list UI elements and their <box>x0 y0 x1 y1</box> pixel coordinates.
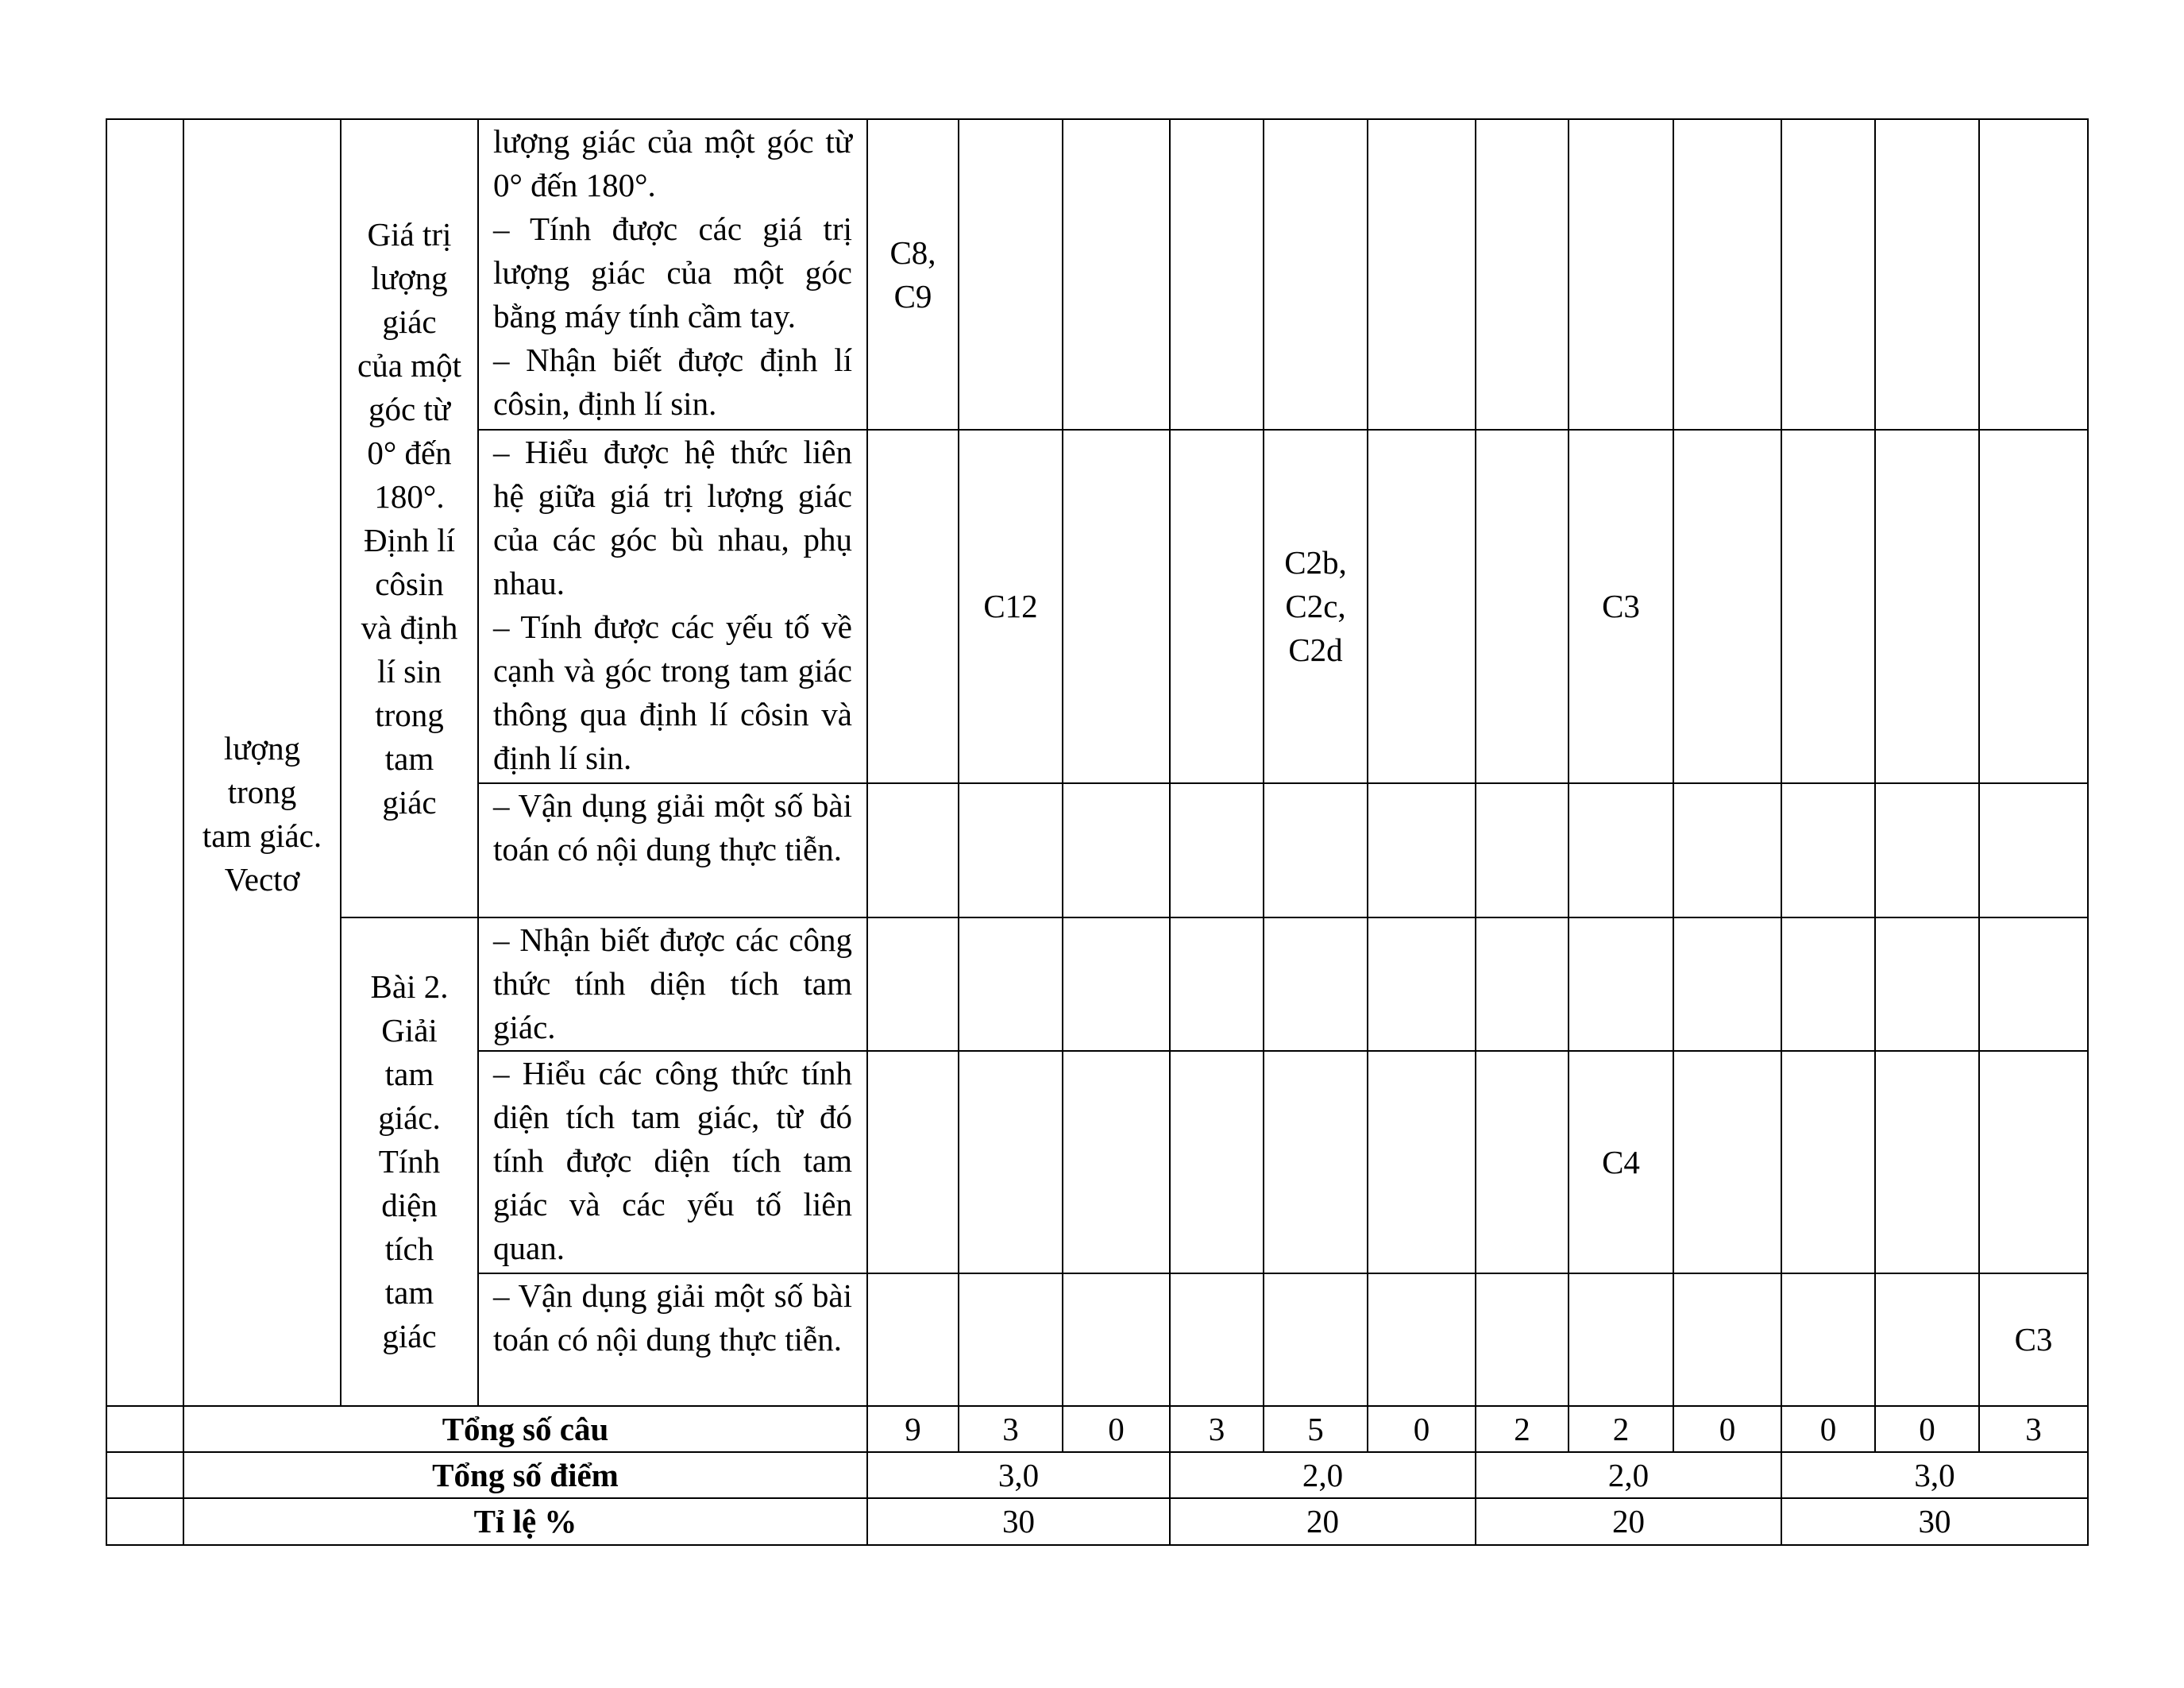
matrix-table <box>106 118 2089 1546</box>
question-cell <box>1476 430 1569 783</box>
question-cell <box>867 1273 959 1406</box>
topic-cell <box>183 119 341 1406</box>
percent-value: 30 <box>1781 1498 2088 1545</box>
question-cell <box>959 430 1063 783</box>
question-cell <box>1063 119 1170 430</box>
question-cell <box>1673 783 1781 917</box>
lesson-line: Giá trị <box>367 215 452 253</box>
lesson-line: tích <box>384 1230 434 1267</box>
question-cell <box>1569 917 1673 1051</box>
question-cell <box>1063 783 1170 917</box>
question-cell <box>1476 1051 1569 1273</box>
percent-value: 30 <box>867 1498 1170 1545</box>
question-cell <box>1476 917 1569 1051</box>
total-question-value: 0 <box>1875 1406 1979 1452</box>
question-cell <box>1170 1273 1264 1406</box>
lesson-line: tam <box>384 1056 434 1092</box>
requirement-text: – Hiểu các công thức tính diện tích tam giác, từ đó tính được diện tích tam giác và các yếu tố liên quan. <box>493 1055 852 1266</box>
question-cell <box>959 1273 1063 1406</box>
requirement-text: lượng giác của một góc từ 0° đến 180°. <box>493 123 852 203</box>
topic-line: Vectơ <box>224 861 300 898</box>
question-cell <box>1476 119 1569 430</box>
total-questions-label: Tổng số câu <box>183 1406 867 1452</box>
lesson-line: lượng <box>371 259 448 296</box>
question-cell <box>1368 783 1476 917</box>
lesson-line: 0° đến <box>367 434 452 471</box>
topic-line: tam giác. <box>202 817 322 854</box>
question-cell <box>1264 430 1368 783</box>
total-points-label: Tổng số điểm <box>183 1452 867 1498</box>
requirement-text: – Nhận biết được định lí côsin, định lí sin. <box>493 342 852 422</box>
question-cell <box>1979 917 2088 1051</box>
question-cell <box>1979 119 2088 430</box>
question-cell <box>1170 783 1264 917</box>
question-cell <box>1673 917 1781 1051</box>
requirement-text: – Tính được các giá trị lượng giác của một góc bằng máy tính cầm tay. <box>493 211 852 334</box>
question-cell <box>1063 1273 1170 1406</box>
requirement-cell <box>478 783 867 917</box>
question-cell <box>1979 430 2088 783</box>
index-cell <box>106 1452 183 1498</box>
total-points-value: 3,0 <box>867 1452 1170 1498</box>
topic-line: lượng <box>223 730 301 767</box>
index-cell <box>106 119 183 1406</box>
table-row <box>106 119 2088 430</box>
question-cell <box>1875 1273 1979 1406</box>
question-cell <box>1673 430 1781 783</box>
index-cell <box>106 1406 183 1452</box>
lesson-line: tam <box>384 1274 434 1311</box>
percent-row <box>106 1498 2088 1545</box>
question-cell <box>1781 917 1875 1051</box>
lesson-line: Định lí <box>363 521 456 558</box>
question-cell <box>1875 917 1979 1051</box>
question-cell <box>1170 1051 1264 1273</box>
question-code: C9 <box>893 277 932 315</box>
question-cell <box>1569 119 1673 430</box>
question-cell <box>1781 430 1875 783</box>
question-cell <box>1170 917 1264 1051</box>
question-cell <box>867 783 959 917</box>
question-cell <box>867 1051 959 1273</box>
total-points-row <box>106 1452 2088 1498</box>
lesson-line: giác <box>382 1318 437 1354</box>
total-question-value: 0 <box>1063 1406 1170 1452</box>
question-cell <box>1781 1273 1875 1406</box>
question-cell <box>1569 430 1673 783</box>
total-question-value: 0 <box>1781 1406 1875 1452</box>
requirement-cell <box>478 917 867 1051</box>
question-code: C3 <box>1602 588 1640 624</box>
requirement-cell <box>478 119 867 430</box>
lesson-line: giác. <box>378 1099 441 1136</box>
question-cell <box>1781 119 1875 430</box>
question-cell <box>959 783 1063 917</box>
question-cell <box>959 1051 1063 1273</box>
question-code: C2b, <box>1284 544 1347 581</box>
question-cell <box>1368 119 1476 430</box>
total-question-value: 0 <box>1368 1406 1476 1452</box>
total-question-value: 0 <box>1673 1406 1781 1452</box>
requirement-cell <box>478 1273 867 1406</box>
question-cell <box>1781 1051 1875 1273</box>
requirement-cell <box>478 1051 867 1273</box>
question-cell <box>1569 1273 1673 1406</box>
topic-line: trong <box>227 774 297 810</box>
lesson-line: Bài 2. <box>370 968 449 1005</box>
question-code: C3 <box>2014 1321 2053 1358</box>
question-cell <box>1569 783 1673 917</box>
question-cell <box>1368 917 1476 1051</box>
question-cell <box>959 119 1063 430</box>
percent-value: 20 <box>1170 1498 1476 1545</box>
question-cell <box>1875 119 1979 430</box>
total-question-value: 5 <box>1264 1406 1368 1452</box>
question-cell <box>867 430 959 783</box>
lesson-line: 180°. <box>374 477 445 515</box>
lesson-line: tam <box>384 740 434 777</box>
total-points-value: 2,0 <box>1170 1452 1476 1498</box>
question-cell <box>1063 917 1170 1051</box>
lesson-line: giác <box>382 783 437 821</box>
lesson-line: góc từ <box>368 390 451 427</box>
question-code: C4 <box>1602 1143 1640 1180</box>
question-cell <box>1875 783 1979 917</box>
percent-label: Tỉ lệ % <box>183 1498 867 1545</box>
question-code: C8, <box>889 234 936 271</box>
lesson-line: Giải <box>381 1012 438 1049</box>
lesson-line: lí sin <box>377 652 442 689</box>
question-code: C12 <box>983 588 1038 624</box>
total-question-value: 2 <box>1476 1406 1569 1452</box>
question-cell <box>1063 430 1170 783</box>
question-code: C2c, <box>1285 588 1346 624</box>
total-points-value: 3,0 <box>1781 1452 2088 1498</box>
lesson-line: giác <box>382 303 437 340</box>
question-cell <box>1875 1051 1979 1273</box>
requirement-text: – Vận dụng giải một số bài toán có nội dung thực tiễn. <box>493 787 852 867</box>
total-points-value: 2,0 <box>1476 1452 1781 1498</box>
total-question-value: 2 <box>1569 1406 1673 1452</box>
total-question-value: 3 <box>1170 1406 1264 1452</box>
requirement-text: – Tính được các yếu tố về cạnh và góc trong tam giác thông qua định lí côsin và định lí sin. <box>493 608 852 776</box>
requirement-text: – Nhận biết được các công thức tính diện tích tam giác. <box>493 921 852 1045</box>
requirement-text: – Vận dụng giải một số bài toán có nội dung thực tiễn. <box>493 1277 852 1358</box>
percent-value: 20 <box>1476 1498 1781 1545</box>
lesson-line: của một <box>357 346 461 384</box>
lesson-line: trong <box>375 696 444 733</box>
lesson-line: diện <box>381 1187 438 1223</box>
question-cell <box>1368 430 1476 783</box>
question-cell <box>1264 783 1368 917</box>
question-cell <box>1673 1273 1781 1406</box>
question-cell <box>1476 783 1569 917</box>
question-cell <box>867 119 959 430</box>
question-cell <box>1368 1273 1476 1406</box>
question-cell <box>1979 1051 2088 1273</box>
question-cell <box>1170 119 1264 430</box>
question-cell <box>1264 119 1368 430</box>
question-cell <box>1979 1273 2088 1406</box>
question-cell <box>959 917 1063 1051</box>
lesson-line: và định <box>361 608 458 646</box>
total-questions-row <box>106 1406 2088 1452</box>
question-cell <box>1673 1051 1781 1273</box>
lesson-line: Tính <box>378 1143 441 1180</box>
requirement-text: – Hiểu được hệ thức liên hệ giữa giá trị lượng giác của các góc bù nhau, phụ nhau. <box>493 434 852 601</box>
lesson-cell <box>341 917 478 1406</box>
table-row <box>106 917 2088 1051</box>
question-cell <box>1875 430 1979 783</box>
question-cell <box>1063 1051 1170 1273</box>
requirement-cell <box>478 430 867 783</box>
question-cell <box>1979 783 2088 917</box>
question-cell <box>867 917 959 1051</box>
total-question-value: 9 <box>867 1406 959 1452</box>
index-cell <box>106 1498 183 1545</box>
question-cell <box>1368 1051 1476 1273</box>
lesson-line: côsin <box>375 565 444 602</box>
question-cell <box>1264 917 1368 1051</box>
question-cell <box>1264 1273 1368 1406</box>
question-cell <box>1569 1051 1673 1273</box>
question-cell <box>1264 1051 1368 1273</box>
question-cell <box>1476 1273 1569 1406</box>
question-cell <box>1673 119 1781 430</box>
lesson-cell <box>341 119 478 917</box>
total-question-value: 3 <box>1979 1406 2088 1452</box>
total-question-value: 3 <box>959 1406 1063 1452</box>
table-body <box>106 119 2088 1545</box>
question-code: C2d <box>1288 632 1343 668</box>
question-cell <box>1781 783 1875 917</box>
question-cell <box>1170 430 1264 783</box>
